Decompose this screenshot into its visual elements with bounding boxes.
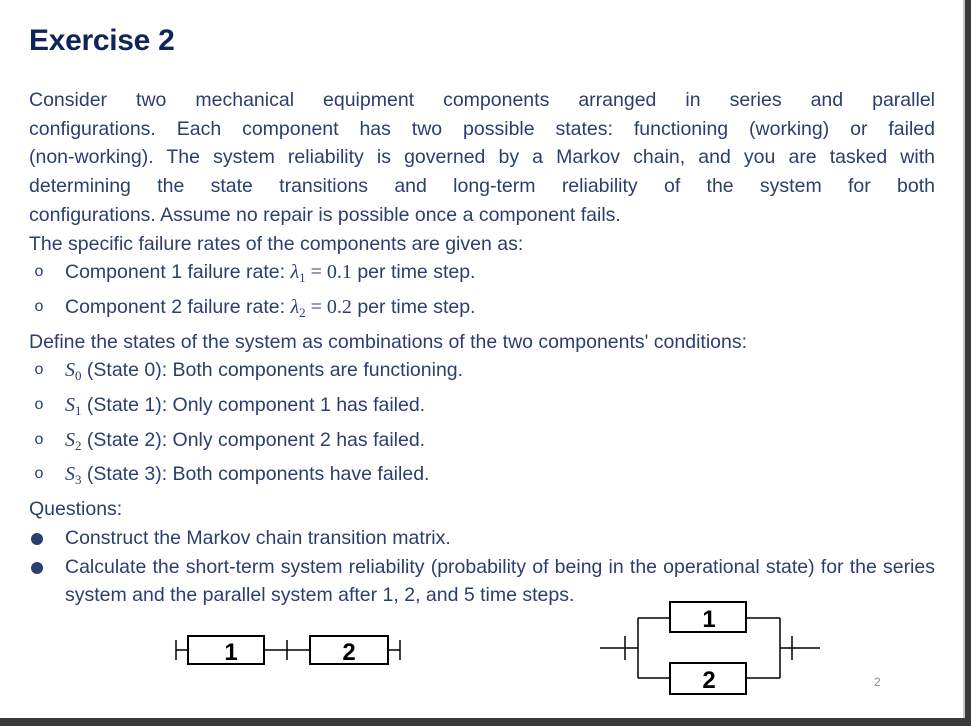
state-symbol: $S_0$ xyxy=(65,359,82,384)
intro-line: determining the state transitions and long-term reliability of the system for both xyxy=(29,175,935,198)
rate-formula: $\lambda_1 = 0.1$ xyxy=(290,261,352,286)
state-description: (State 3): Both components have failed. xyxy=(81,463,430,486)
state-description: (State 1): Only component 1 has failed. xyxy=(81,394,426,417)
rate-item xyxy=(29,293,935,328)
rates-heading: The specific failure rates of the components are given as: xyxy=(29,232,524,255)
rate-suffix: per time step. xyxy=(351,261,476,284)
component-1-label: 1 xyxy=(702,606,716,633)
intro-line: configurations. Assume no repair is possible once a component fails. xyxy=(29,203,621,226)
intro-line: (non-working). The system reliability is governed by a Markov chain, and you are tasked with xyxy=(29,146,935,169)
hollow-bullet-icon: o xyxy=(34,430,44,448)
exercise-body xyxy=(29,86,935,610)
state-symbol: $S_2$ xyxy=(65,428,82,453)
hollow-bullet-icon: o xyxy=(34,297,44,315)
component-2-label: 2 xyxy=(702,667,716,694)
series-diagram xyxy=(170,628,410,672)
state-item xyxy=(29,356,935,391)
state-item xyxy=(29,426,935,461)
rate-label: Component 2 failure rate: xyxy=(65,295,291,318)
parallel-diagram xyxy=(598,596,828,702)
intro-line: configurations. Each component has two possible states: functioning (working) or failed xyxy=(29,117,935,140)
hollow-bullet-icon: o xyxy=(34,263,44,281)
question-text: Construct the Markov chain transition matrix. xyxy=(65,526,451,549)
component-2-label: 2 xyxy=(342,639,356,666)
component-1-label: 1 xyxy=(224,639,238,666)
intro-paragraph xyxy=(29,86,935,230)
questions-heading: Questions: xyxy=(29,498,123,521)
question-text: Calculate the short-term system reliability (probability of being in the operational state) for the series system and the parallel system after 1, 2, and 5 time steps. xyxy=(65,555,935,607)
state-description: (State 2): Only component 2 has failed. xyxy=(81,428,426,451)
state-symbol: $S_3$ xyxy=(65,463,82,488)
hollow-bullet-icon: o xyxy=(34,465,44,483)
rate-formula: $\lambda_2 = 0.2$ xyxy=(290,295,352,320)
hollow-bullet-icon: o xyxy=(34,361,44,379)
page-title: Exercise 2 xyxy=(29,24,175,57)
question-item xyxy=(29,524,935,553)
state-description: (State 0): Both components are functioning. xyxy=(81,359,464,382)
hollow-bullet-icon: o xyxy=(34,396,44,414)
states-heading: Define the states of the system as combinations of the two components' conditions: xyxy=(29,330,748,353)
intro-line: Consider two mechanical equipment components arranged in series and parallel xyxy=(29,89,935,111)
rate-item xyxy=(29,258,935,293)
rate-suffix: per time step. xyxy=(351,295,476,318)
rate-label: Component 1 failure rate: xyxy=(65,261,291,284)
state-symbol: $S_1$ xyxy=(65,394,82,419)
page-number: 2 xyxy=(874,675,881,689)
state-item xyxy=(29,391,935,426)
state-item xyxy=(29,460,935,495)
